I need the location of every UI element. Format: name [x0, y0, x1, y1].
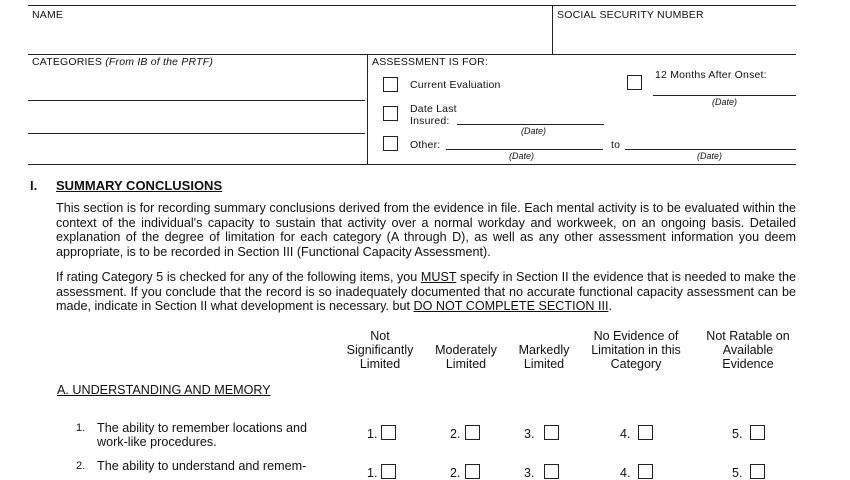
to-label: to: [611, 139, 621, 151]
column-header-no-evidence: No Evidence of Limitation in this Category: [591, 329, 681, 371]
item-1-rating-3-label: 3.: [524, 427, 535, 441]
category-line-1: [28, 100, 365, 101]
date-last-insured-checkbox[interactable]: [383, 106, 398, 121]
categories-label: CATEGORIES (From IB of the PRTF): [32, 56, 214, 68]
item-2-text: The ability to understand and remem-: [97, 459, 307, 473]
item-1-text: The ability to remember locations and work-like procedures.: [97, 421, 307, 449]
item-1-rating-4-label: 4.: [620, 427, 631, 441]
item-2-rating-4-checkbox[interactable]: [638, 464, 653, 479]
item-2-rating-5-label: 5.: [732, 466, 743, 480]
other-to-date-line[interactable]: [625, 149, 796, 150]
item-1-rating-5-label: 5.: [732, 427, 743, 441]
item-1-rating-2-label: 2.: [450, 427, 461, 441]
top-border: [28, 5, 796, 6]
item-2-rating-2-label: 2.: [450, 466, 461, 480]
categories-assessment-divider: [367, 54, 368, 164]
must-emphasis: MUST: [420, 270, 457, 284]
other-checkbox[interactable]: [383, 136, 398, 151]
item-1-rating-5-checkbox[interactable]: [750, 425, 765, 440]
twelve-months-date-line: [653, 95, 796, 96]
date-last-insured-caption: (Date): [521, 126, 547, 136]
twelve-months-label: 12 Months After Onset:: [655, 69, 767, 81]
categories-note: (From IB of the PRTF): [105, 56, 214, 68]
item-1-rating-4-checkbox[interactable]: [638, 425, 653, 440]
section-1-title: SUMMARY CONCLUSIONS: [56, 178, 223, 193]
column-header-not-significantly-limited: Not Significantly Limited: [346, 329, 414, 371]
current-evaluation-label: Current Evaluation: [410, 79, 501, 91]
date-last-insured-line[interactable]: [457, 124, 604, 125]
ssn-label: SOCIAL SECURITY NUMBER: [557, 9, 704, 21]
item-2-rating-1-label: 1.: [367, 466, 378, 480]
twelve-months-date-caption: (Date): [712, 97, 738, 107]
assessment-label: ASSESSMENT IS FOR:: [372, 56, 489, 68]
other-from-date-line[interactable]: [446, 149, 603, 150]
item-2-rating-3-checkbox[interactable]: [544, 464, 559, 479]
name-field[interactable]: [28, 22, 550, 52]
date-last-insured-label-1: Date Last: [410, 103, 457, 115]
ssn-field[interactable]: [556, 22, 794, 52]
other-label: Other:: [410, 139, 441, 151]
date-last-insured-label-2: Insured:: [410, 115, 450, 127]
category-line-2: [28, 133, 365, 134]
section-1-paragraph-2: If rating Category 5 is checked for any of the following items, you MUST specify in Section II the evidence that is needed to make the assessment. If you conclude that the record is so inadequately documented that no accurate functional capacity assessment can be made, indicate in Section II what development is necessary. but DO NOT COMPLETE SECTION III.: [56, 270, 796, 313]
twelve-months-checkbox[interactable]: [627, 75, 642, 90]
current-evaluation-checkbox[interactable]: [383, 77, 398, 92]
name-label: NAME: [32, 9, 64, 21]
item-2-rating-2-checkbox[interactable]: [465, 464, 480, 479]
header-bottom-border: [28, 164, 796, 165]
column-header-not-ratable: Not Ratable on Available Evidence: [706, 329, 790, 371]
item-2-rating-5-checkbox[interactable]: [750, 464, 765, 479]
category-a-heading: A. UNDERSTANDING AND MEMORY: [57, 383, 271, 397]
other-from-date-caption: (Date): [509, 151, 535, 161]
name-ssn-divider: [552, 5, 553, 54]
item-2-rating-3-label: 3.: [524, 466, 535, 480]
item-1-rating-1-checkbox[interactable]: [381, 425, 396, 440]
item-2-rating-1-checkbox[interactable]: [381, 464, 396, 479]
item-1-number: 1.: [76, 422, 86, 434]
item-1-rating-2-checkbox[interactable]: [465, 425, 480, 440]
item-1-rating-1-label: 1.: [367, 427, 378, 441]
section-1-numeral: I.: [30, 178, 38, 193]
do-not-complete-emphasis: DO NOT COMPLETE SECTION III: [413, 299, 609, 313]
item-2-number: 2.: [76, 460, 86, 472]
item-1-rating-3-checkbox[interactable]: [544, 425, 559, 440]
column-header-moderately-limited: Moderately Limited: [435, 343, 497, 371]
header-row-divider: [28, 54, 796, 55]
column-header-markedly-limited: Markedly Limited: [518, 343, 570, 371]
item-2-rating-4-label: 4.: [620, 466, 631, 480]
section-1-paragraph-1: This section is for recording summary conclusions derived from the evidence in file. Each mental activity is to be evaluated within the context of the individual's capacity to sustain that activity over a normal workday and workweek, on an ongoing basis. Detailed explanation of the degree of limitation for each category (A through D), as well as any other assessment information you deem appropriate, is to be recorded in Section III (Functional Capacity Assessment).: [56, 201, 796, 259]
other-to-date-caption: (Date): [697, 151, 723, 161]
